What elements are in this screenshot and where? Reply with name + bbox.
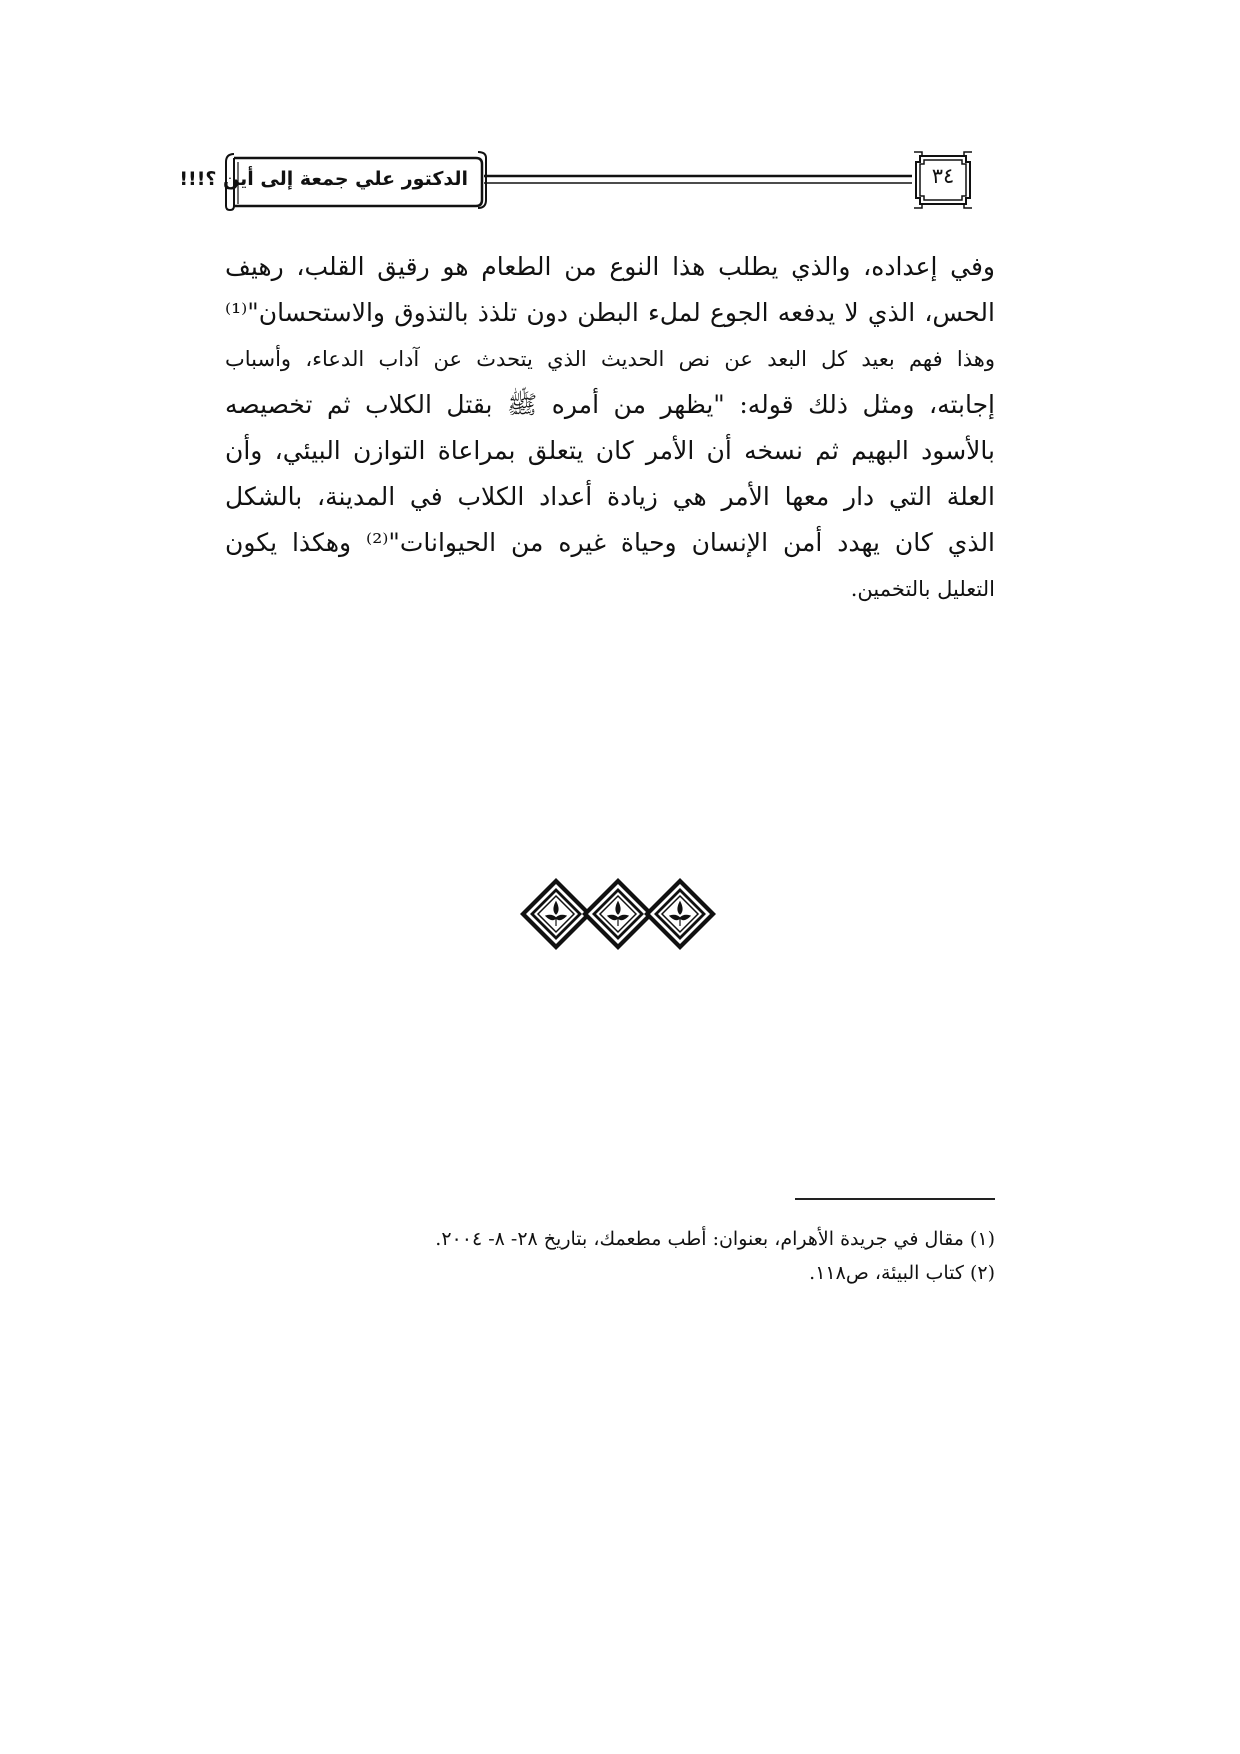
- section-ornament: [518, 874, 718, 954]
- text-line: وفي إعداده، والذي يطلب هذا النوع من الطعام هو رقيق القلب، رهيف: [225, 252, 995, 281]
- text-line: الحس، الذي لا يدفعه الجوع لملء البطن دون تلذذ بالتذوق والاستحسان"⁽¹⁾: [225, 298, 995, 327]
- text-line: التعليل بالتخمين.: [850, 577, 995, 601]
- footnote: (٢) كتاب البيئة، ص١١٨.: [809, 1262, 995, 1284]
- header-double-rule: [484, 166, 912, 196]
- diamond-fleuron-icon: [520, 878, 592, 950]
- text-line: بالأسود البهيم ثم نسخه أن الأمر كان يتعلق بمراعاة التوازن البيئي، وأن: [225, 436, 995, 465]
- diamond-fleuron-icon: [644, 878, 716, 950]
- page-number: ٣٤: [931, 164, 955, 188]
- text-line: وهذا فهم بعيد كل البعد عن نص الحديث الذي يتحدث عن آداب الدعاء، وأسباب: [225, 347, 995, 371]
- text-line: العلة التي دار معها الأمر هي زيادة أعداد الكلاب في المدينة، بالشكل: [225, 482, 995, 511]
- text-line: الذي كان يهدد أمن الإنسان وحياة غيره من الحيوانات"⁽²⁾ وهكذا يكون: [225, 528, 996, 557]
- footnotes: [370, 1222, 995, 1290]
- running-title: الدكتور علي جمعة إلى أين ؟!!!: [179, 168, 468, 190]
- text-line: إجابته، ومثل ذلك قوله: "يظهر من أمره ﷺ بقتل الكلاب ثم تخصيصه: [225, 390, 995, 419]
- footnote: (١) مقال في جريدة الأهرام، بعنوان: أطب مطعمك، بتاريخ ٢٨- ٨- ٢٠٠٤.: [435, 1228, 995, 1250]
- page-header: [0, 0, 1240, 240]
- diamond-fleuron-icon: [582, 878, 654, 950]
- footnote-separator: [795, 1198, 995, 1200]
- body-text: [225, 244, 995, 612]
- page-number-frame: [912, 150, 974, 210]
